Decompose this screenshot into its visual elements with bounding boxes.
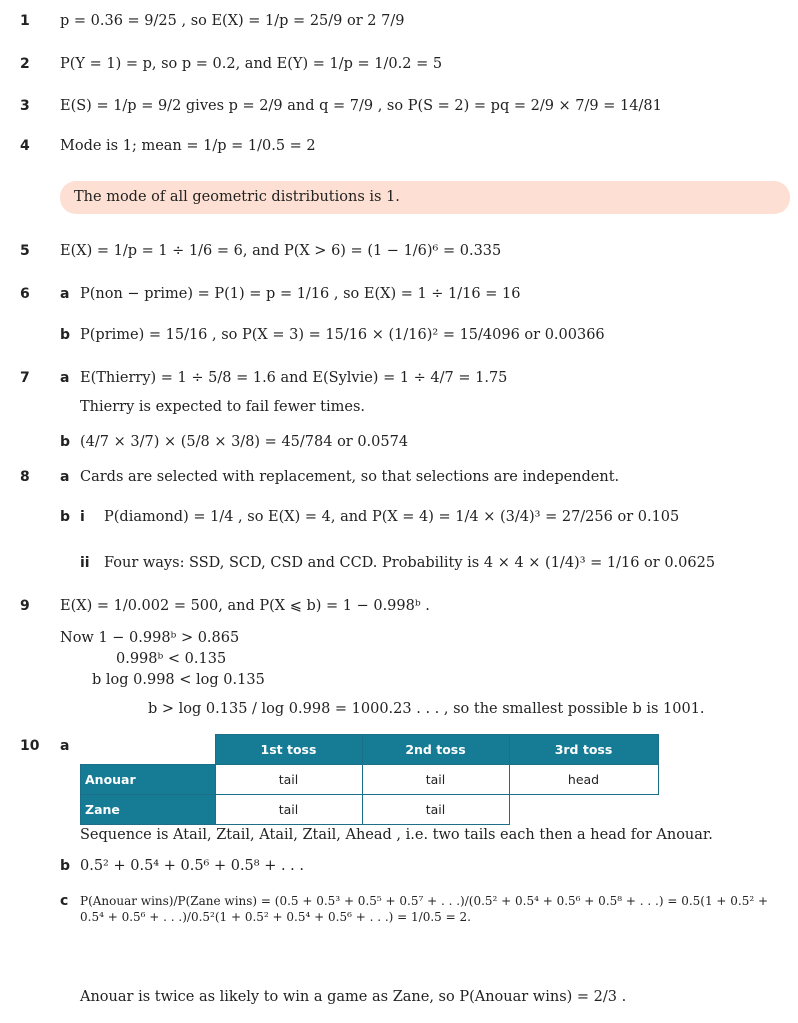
working-line: b log 0.998 < log 0.135	[92, 672, 265, 688]
table-cell: head	[509, 765, 658, 795]
question-number: 6	[20, 286, 30, 302]
question-number: 10	[20, 738, 40, 754]
working-line: Now 1 − 0.998ᵇ > 0.865	[60, 630, 240, 646]
row-header: Anouar	[81, 765, 216, 795]
part-label: c	[60, 893, 69, 909]
empty-cell	[509, 795, 658, 825]
table-row	[81, 765, 659, 795]
part-label: b	[60, 509, 71, 525]
answer-text: E(X) = 1/p = 1 ÷ 1/6 = 6, and P(X > 6) = (1 − 1/6)⁶ = 0.335	[60, 243, 502, 259]
part-label: b	[60, 858, 71, 874]
working-line: E(X) = 1/0.002 = 500, and P(X ⩽ b) = 1 − 0.998ᵇ .	[60, 598, 430, 614]
working-line: b > log 0.135 / log 0.998 = 1000.23 . . . , so the smallest possible b is 1001.	[148, 701, 705, 717]
answer-text: (4/7 × 3/7) × (5/8 × 3/8) = 45/784 or 0.0574	[80, 434, 409, 450]
question-number: 5	[20, 243, 30, 259]
answer-text: E(S) = 1/p = 9/2 gives p = 2/9 and q = 7/9 , so P(S = 2) = pq = 2/9 × 7/9 = 14/81	[60, 98, 662, 114]
table-header-row	[81, 735, 659, 765]
table-cell: tail	[215, 765, 362, 795]
question-number: 2	[20, 56, 30, 72]
part-label: a	[60, 738, 70, 754]
table-cell: tail	[362, 795, 509, 825]
answer-text: P(diamond) = 1/4 , so E(X) = 4, and P(X = 4) = 1/4 × (3/4)³ = 27/256 or 0.105	[104, 509, 680, 525]
answer-text: 0.5² + 0.5⁴ + 0.5⁶ + 0.5⁸ + . . .	[80, 858, 305, 874]
subpart-label: i	[80, 509, 85, 525]
answer-note: Thierry is expected to fail fewer times.	[80, 399, 366, 415]
answer-text: Sequence is Atail, Ztail, Atail, Ztail, Ahead , i.e. two tails each then a head for Anouar.	[80, 827, 713, 843]
answer-text: Mode is 1; mean = 1/p = 1/0.5 = 2	[60, 138, 316, 154]
question-number: 8	[20, 469, 30, 485]
question-number: 3	[20, 98, 30, 114]
part-label: a	[60, 370, 70, 386]
part-label: b	[60, 327, 71, 343]
column-header: 3rd toss	[509, 735, 658, 765]
question-number: 1	[20, 13, 30, 29]
answer-text: P(Anouar wins)/P(Zane wins) = (0.5 + 0.5³ + 0.5⁵ + 0.5⁷ + . . .)/(0.5² + 0.5⁴ + 0.5⁶ + 0.5⁸ + . . .) = 0.5(1 + 0.5² + 0.5⁴ + 0.5⁶ + . . .)/0.5²(1 + 0.5² + 0.5⁴ + 0.5⁶ + . . .) = 1/0.5 = 2.	[80, 894, 769, 924]
tip-text: The mode of all geometric distributions is 1.	[74, 189, 400, 205]
table-cell: tail	[215, 795, 362, 825]
subpart-label: ii	[80, 555, 90, 571]
column-header: 1st toss	[215, 735, 362, 765]
row-header: Zane	[81, 795, 216, 825]
answer-text: P(prime) = 15/16 , so P(X = 3) = 15/16 × (1/16)² = 15/4096 or 0.00366	[80, 327, 605, 343]
part-label: a	[60, 469, 70, 485]
column-header: 2nd toss	[362, 735, 509, 765]
question-number: 4	[20, 138, 30, 154]
answer-text: P(Y = 1) = p, so p = 0.2, and E(Y) = 1/p = 1/0.2 = 5	[60, 56, 443, 72]
answer-text: P(non − prime) = P(1) = p = 1/16 , so E(X) = 1 ÷ 1/16 = 16	[80, 286, 521, 302]
answer-text: Cards are selected with replacement, so that selections are independent.	[80, 469, 620, 485]
toss-table	[80, 734, 659, 825]
working-line: 0.998ᵇ < 0.135	[116, 651, 227, 667]
table-cell: tail	[362, 765, 509, 795]
question-number: 9	[20, 598, 30, 614]
part-label: a	[60, 286, 70, 302]
corner-cell	[81, 735, 216, 765]
table-row	[81, 795, 659, 825]
answer-text: Four ways: SSD, SCD, CSD and CCD. Probability is 4 × 4 × (1/4)³ = 1/16 or 0.0625	[104, 555, 716, 571]
part-label: b	[60, 434, 71, 450]
answer-text: Anouar is twice as likely to win a game as Zane, so P(Anouar wins) = 2/3 .	[80, 989, 627, 1005]
answer-text: p = 0.36 = 9/25 , so E(X) = 1/p = 25/9 or 2 7/9	[60, 13, 405, 29]
question-number: 7	[20, 370, 30, 386]
tip-callout	[60, 181, 790, 214]
answer-text: E(Thierry) = 1 ÷ 5/8 = 1.6 and E(Sylvie) = 1 ÷ 4/7 = 1.75	[80, 370, 508, 386]
